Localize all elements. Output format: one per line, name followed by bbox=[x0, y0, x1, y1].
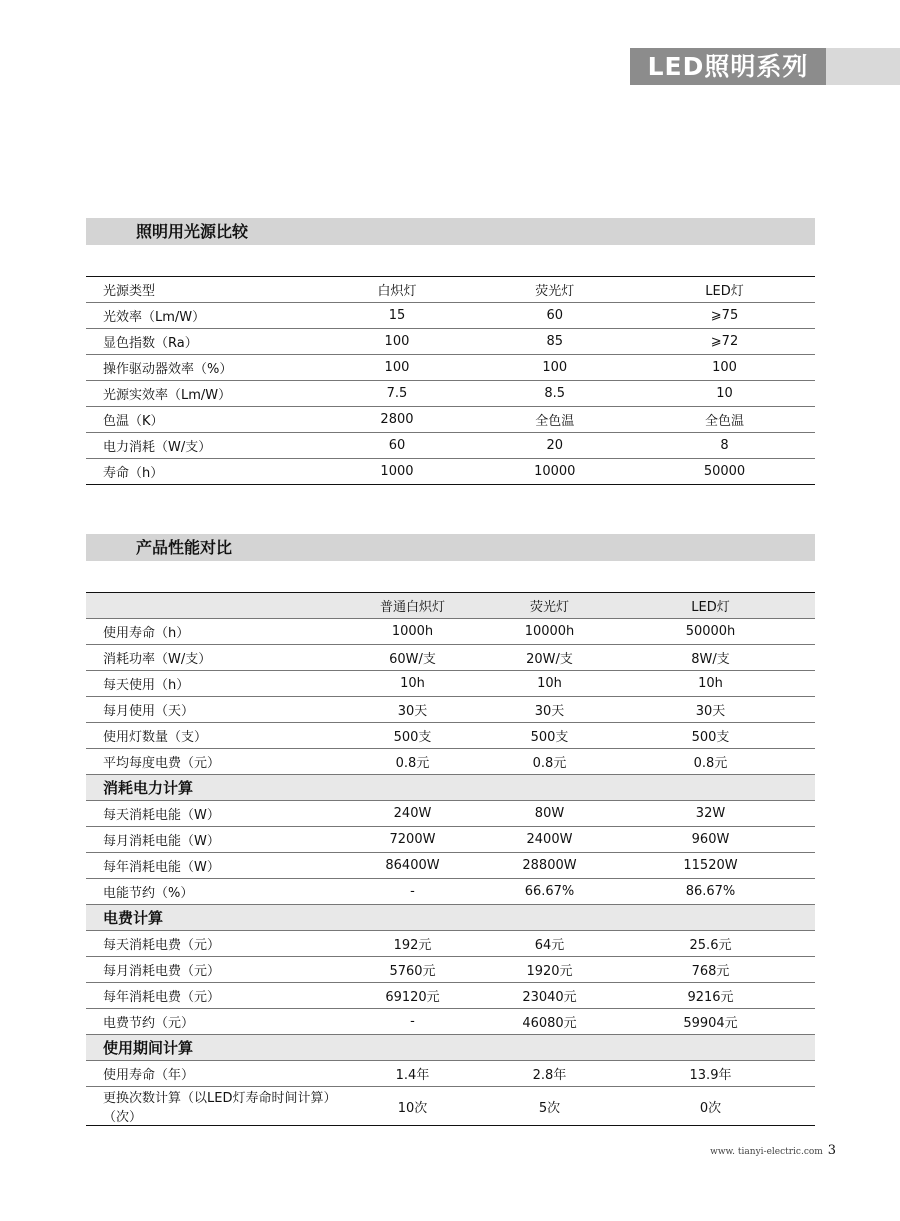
table-cell: 30天 bbox=[606, 697, 815, 723]
brand-bar bbox=[630, 48, 900, 85]
table-cell: 100 bbox=[634, 355, 815, 381]
table-cell: 1920元 bbox=[493, 957, 606, 983]
table-cell: 240W bbox=[332, 801, 493, 827]
table-cell: 20W/支 bbox=[493, 645, 606, 671]
group-header-lifetime bbox=[86, 1035, 815, 1061]
table-row bbox=[86, 801, 815, 827]
table-cell: 10h bbox=[332, 671, 493, 697]
table-cell: 500支 bbox=[606, 723, 815, 749]
table-cell: 30天 bbox=[493, 697, 606, 723]
row-label: 每月使用（天） bbox=[86, 697, 332, 723]
table-cell: 100 bbox=[318, 329, 475, 355]
table-cell: 8W/支 bbox=[606, 645, 815, 671]
performance-comparison-table bbox=[86, 592, 815, 1126]
table-cell: 86.67% bbox=[606, 879, 815, 905]
table-cell: 50000 bbox=[703, 464, 746, 479]
table-row bbox=[86, 879, 815, 905]
column-header: 普通白炽灯 bbox=[332, 593, 493, 619]
table-cell: 25.6元 bbox=[606, 931, 815, 957]
table-header-row bbox=[86, 593, 815, 619]
row-label: 光源实效率（Lm/W） bbox=[86, 381, 318, 407]
group-header-cost bbox=[86, 905, 815, 931]
table-cell: 8 bbox=[634, 433, 815, 459]
table-row bbox=[86, 433, 815, 459]
table-row bbox=[86, 671, 815, 697]
row-label: 操作驱动器效率（%） bbox=[86, 355, 318, 381]
table-cell: 10次 bbox=[397, 1100, 428, 1116]
table-cell: 100 bbox=[476, 355, 634, 381]
row-label: 电费节约（元） bbox=[86, 1009, 332, 1035]
table-cell: 10h bbox=[606, 671, 815, 697]
column-header: 荧光灯 bbox=[493, 593, 606, 619]
row-label: 每月消耗电能（W） bbox=[86, 827, 332, 853]
table-cell: 30天 bbox=[332, 697, 493, 723]
table-row bbox=[86, 1061, 815, 1087]
group-title: 电费计算 bbox=[86, 905, 815, 931]
table-cell: 0.8元 bbox=[606, 749, 815, 775]
table-cell: 60 bbox=[318, 433, 475, 459]
table-cell: 80W bbox=[493, 801, 606, 827]
table-cell: 10000 bbox=[534, 464, 576, 479]
table-cell: 11520W bbox=[606, 853, 815, 879]
table-cell: 86400W bbox=[332, 853, 493, 879]
website-url: www. tianyi-electric.com bbox=[710, 1147, 823, 1157]
column-header: 白炽灯 bbox=[318, 277, 475, 303]
table-cell: 2800 bbox=[318, 407, 475, 433]
table-cell: ⩾72 bbox=[634, 329, 815, 355]
column-header: 荧光灯 bbox=[476, 277, 634, 303]
row-label: 电力消耗（W/支） bbox=[86, 433, 318, 459]
table-row bbox=[86, 381, 815, 407]
table-cell: 192元 bbox=[332, 931, 493, 957]
table-row bbox=[86, 827, 815, 853]
table-cell: 9216元 bbox=[606, 983, 815, 1009]
section-title-performance-comparison: 产品性能对比 bbox=[86, 534, 815, 561]
table-row bbox=[86, 697, 815, 723]
table-cell: 1000h bbox=[332, 619, 493, 645]
table-cell: 64元 bbox=[493, 931, 606, 957]
table-cell: ⩾75 bbox=[634, 303, 815, 329]
light-source-comparison-table bbox=[86, 276, 815, 485]
table-cell: 1000 bbox=[380, 464, 414, 479]
column-header bbox=[86, 593, 332, 619]
column-header: LED灯 bbox=[634, 277, 815, 303]
row-label: 平均每度电费（元） bbox=[86, 749, 332, 775]
table-cell: 66.67% bbox=[493, 879, 606, 905]
table-cell: 7.5 bbox=[318, 381, 475, 407]
row-label: 使用灯数量（支） bbox=[86, 723, 332, 749]
row-label: 消耗功率（W/支） bbox=[86, 645, 332, 671]
table-cell: 100 bbox=[318, 355, 475, 381]
table-row bbox=[86, 645, 815, 671]
row-label: 更换次数计算（以LED灯寿命时间计算）（次） bbox=[103, 1091, 330, 1125]
table-row bbox=[86, 957, 815, 983]
table-cell: 全色温 bbox=[476, 407, 634, 433]
row-label: 使用寿命（年） bbox=[86, 1061, 332, 1087]
table-row bbox=[86, 407, 815, 433]
table-cell: 全色温 bbox=[634, 407, 815, 433]
table-row bbox=[86, 329, 815, 355]
table-cell: 768元 bbox=[606, 957, 815, 983]
table-row bbox=[86, 1087, 815, 1126]
table-cell: 20 bbox=[476, 433, 634, 459]
table-row bbox=[86, 853, 815, 879]
table-cell: 46080元 bbox=[493, 1009, 606, 1035]
table-cell: 0.8元 bbox=[493, 749, 606, 775]
page-number: 3 bbox=[827, 1143, 836, 1158]
row-label: 每年消耗电费（元） bbox=[86, 983, 332, 1009]
table-cell: - bbox=[332, 879, 493, 905]
row-label: 显色指数（Ra） bbox=[86, 329, 318, 355]
table-cell: 500支 bbox=[332, 723, 493, 749]
table-cell: 15 bbox=[318, 303, 475, 329]
row-label: 每天消耗电费（元） bbox=[86, 931, 332, 957]
table-row bbox=[86, 723, 815, 749]
table-row bbox=[86, 1009, 815, 1035]
group-header-power bbox=[86, 775, 815, 801]
column-header: LED灯 bbox=[606, 593, 815, 619]
table-row bbox=[86, 459, 815, 485]
row-label: 每天消耗电能（W） bbox=[86, 801, 332, 827]
row-label: 电能节约（%） bbox=[86, 879, 332, 905]
table-cell: 2.8年 bbox=[493, 1061, 606, 1087]
table-cell: 85 bbox=[476, 329, 634, 355]
row-label: 寿命（h） bbox=[103, 466, 164, 481]
table-cell: 59904元 bbox=[606, 1009, 815, 1035]
table-cell: 28800W bbox=[493, 853, 606, 879]
table-cell: 5次 bbox=[538, 1100, 561, 1116]
group-title: 使用期间计算 bbox=[86, 1035, 815, 1061]
table-cell: 50000h bbox=[606, 619, 815, 645]
table-cell: 0次 bbox=[699, 1100, 722, 1116]
section-title-light-source-comparison: 照明用光源比较 bbox=[86, 218, 815, 245]
row-label: 使用寿命（h） bbox=[86, 619, 332, 645]
table-header-row bbox=[86, 277, 815, 303]
table-cell: 10 bbox=[634, 381, 815, 407]
table-cell: 8.5 bbox=[476, 381, 634, 407]
table-row bbox=[86, 619, 815, 645]
table-cell: 2400W bbox=[493, 827, 606, 853]
table-row bbox=[86, 931, 815, 957]
row-label: 光效率（Lm/W） bbox=[86, 303, 318, 329]
table-cell: 23040元 bbox=[493, 983, 606, 1009]
page-footer bbox=[710, 1143, 836, 1158]
table-cell: 7200W bbox=[332, 827, 493, 853]
table-row bbox=[86, 749, 815, 775]
group-title: 消耗电力计算 bbox=[86, 775, 815, 801]
row-label: 每天使用（h） bbox=[86, 671, 332, 697]
brand-title: LED照明系列 bbox=[630, 48, 826, 85]
table-cell: 10000h bbox=[493, 619, 606, 645]
table-row bbox=[86, 983, 815, 1009]
table-row bbox=[86, 303, 815, 329]
table-cell: 1.4年 bbox=[332, 1061, 493, 1087]
column-header: 光源类型 bbox=[86, 277, 318, 303]
table-cell: - bbox=[332, 1009, 493, 1035]
table-cell: 60 bbox=[476, 303, 634, 329]
table-cell: 500支 bbox=[493, 723, 606, 749]
table-cell: 32W bbox=[606, 801, 815, 827]
table-cell: 0.8元 bbox=[332, 749, 493, 775]
table-cell: 5760元 bbox=[332, 957, 493, 983]
table-cell: 13.9年 bbox=[606, 1061, 815, 1087]
table-cell: 60W/支 bbox=[332, 645, 493, 671]
table-cell: 960W bbox=[606, 827, 815, 853]
table-cell: 69120元 bbox=[332, 983, 493, 1009]
table-row bbox=[86, 355, 815, 381]
table-cell: 10h bbox=[493, 671, 606, 697]
row-label: 每年消耗电能（W） bbox=[86, 853, 332, 879]
row-label: 每月消耗电费（元） bbox=[86, 957, 332, 983]
row-label: 色温（K） bbox=[86, 407, 318, 433]
